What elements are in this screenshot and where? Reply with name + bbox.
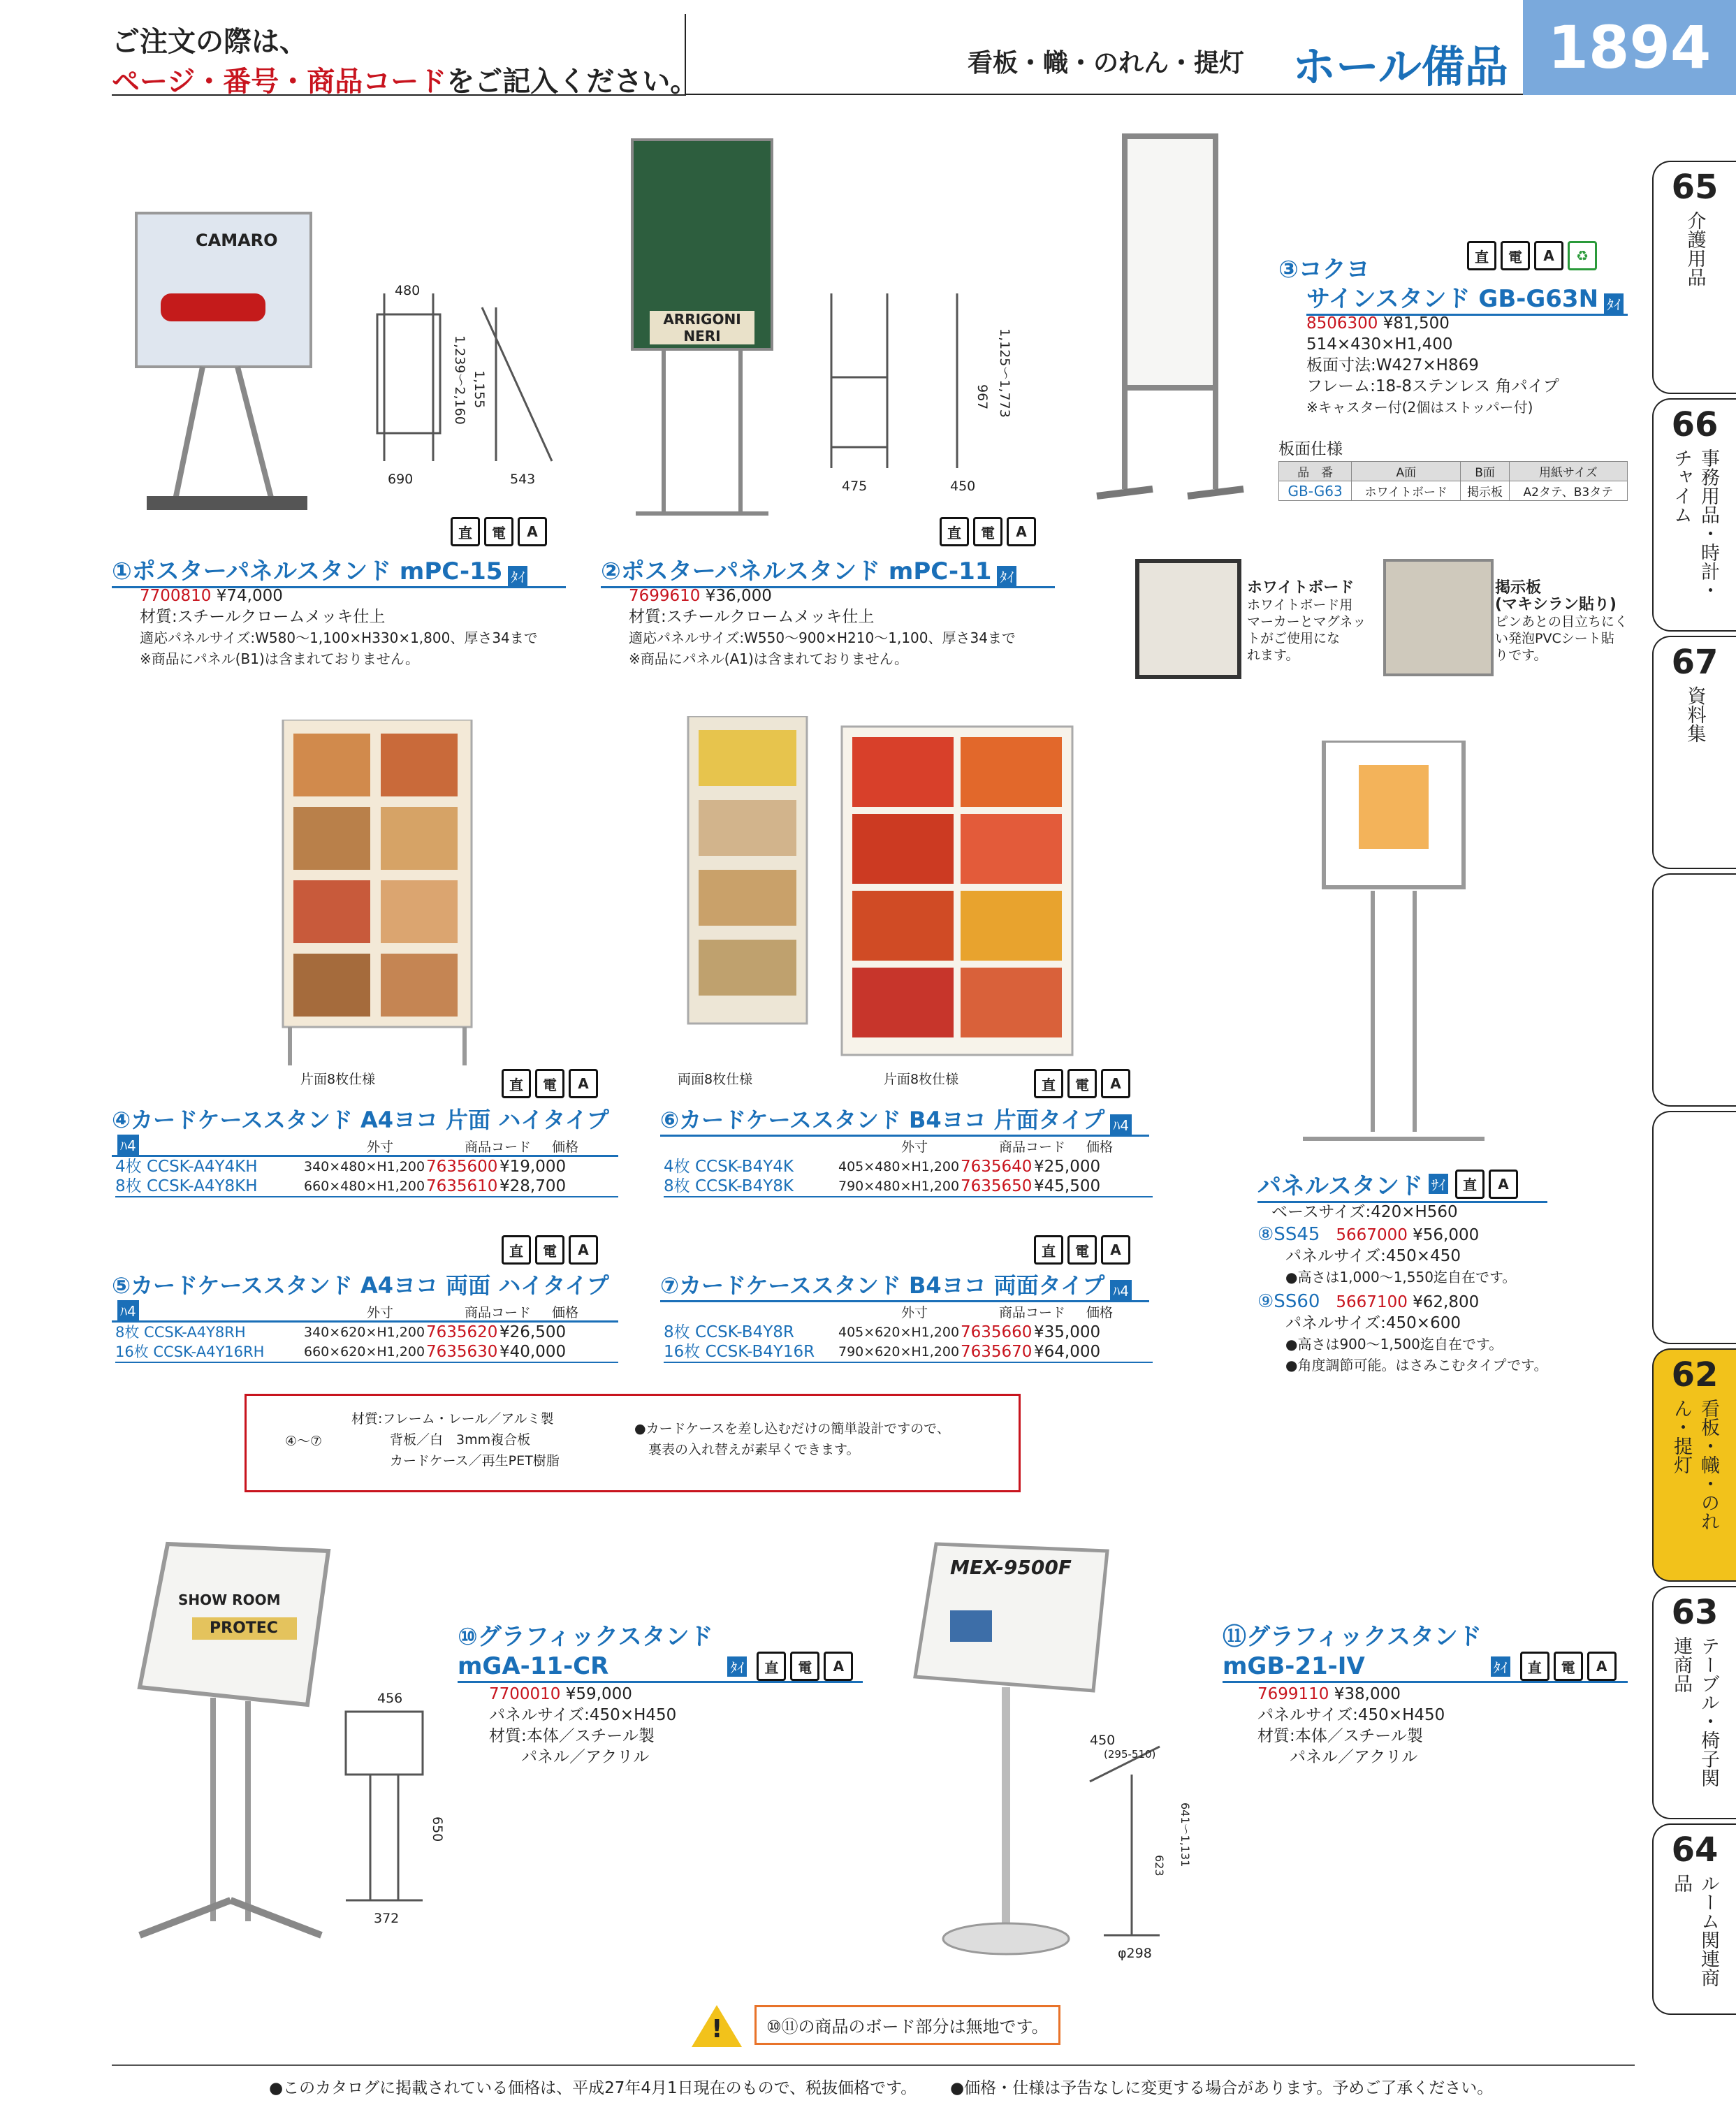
p7-header: 商品コード: [999, 1305, 1066, 1320]
product7-title-row: [660, 1268, 1149, 1302]
wb-line: ホワイトボード用: [1247, 597, 1353, 613]
product10-badge: ﾀｲ: [727, 1656, 747, 1677]
p1-dim-height2: 1,155: [472, 370, 487, 409]
spec-header: 品 番: [1279, 462, 1352, 481]
product2-line: ※商品にパネル(A1)は含まれておりません。: [629, 650, 908, 667]
store-icon: 直: [502, 1235, 531, 1265]
p5-header: 価格: [552, 1305, 579, 1320]
p7-code: 7635670: [961, 1343, 1033, 1361]
sign-stand-drawing: [1090, 133, 1250, 524]
pb-sub: (マキシラン貼り): [1495, 596, 1617, 613]
product10-code: 7700010: [489, 1685, 561, 1703]
card-case-stand-a4: [276, 720, 475, 1069]
tab-67-label: 資料集: [1684, 686, 1706, 743]
p6-price: ¥25,000: [1034, 1158, 1101, 1176]
p1-dim-depth: 543: [510, 472, 536, 487]
product11-info: [1257, 1684, 1445, 1768]
p5-header: 商品コード: [465, 1305, 532, 1320]
product11-diagram: [1062, 1733, 1237, 1970]
p6-price: ¥45,500: [1034, 1177, 1101, 1195]
p11-dim-base: φ298: [1118, 1946, 1152, 1961]
pb-line: ピンあとの目立ちにく: [1495, 614, 1628, 629]
poster-stand-drawing: [133, 210, 314, 531]
product3-line: フレーム:18-8ステンレス 角パイプ: [1306, 377, 1559, 395]
notice-line2-rest: をご記入ください。: [446, 66, 699, 98]
product1-badge: ﾀｲ: [508, 566, 527, 586]
p7-name: 16枚 CCSK-B4Y16R: [664, 1343, 815, 1361]
product11-title1: ⑪グラフィックスタンド: [1223, 1623, 1482, 1651]
product11-dimension-drawing: [1062, 1733, 1237, 1970]
product3-title-row: [1306, 279, 1628, 316]
store-icon: 直: [502, 1069, 531, 1098]
p4-header: 価格: [552, 1139, 579, 1155]
p10-dim-width: 456: [377, 1691, 403, 1706]
spec-cell: 掲示板: [1461, 481, 1509, 501]
note-mat2: 背板／白 3mm複合板: [390, 1432, 531, 1448]
product1-title: ①ポスターパネルスタンド mPC-15: [112, 558, 503, 585]
p7-header: 外寸: [901, 1305, 928, 1320]
whiteboard-photo: [1135, 559, 1241, 679]
product10-title2: mGA-11-CR: [458, 1652, 609, 1680]
footer-rule: [112, 2064, 1635, 2066]
product6-title-row: [660, 1102, 1149, 1137]
product1-icons: [451, 517, 547, 546]
product1-info: [140, 585, 538, 669]
size-icon: A: [824, 1652, 853, 1681]
store-icon: 直: [451, 517, 480, 546]
product10-price: ¥59,000: [565, 1685, 632, 1703]
tab-65-label: 介護用品: [1684, 211, 1706, 286]
green-mark-icon: ♻: [1568, 241, 1597, 270]
card-case-stand-b4: [681, 716, 1086, 1079]
p11-dim-range: (295-510): [1104, 1748, 1156, 1761]
p2-dim-height2: 1,125〜1,773: [997, 328, 1012, 418]
product1-photo-title: CAMARO: [196, 231, 278, 250]
product1-line: ※商品にパネル(B1)は含まれておりません。: [140, 650, 420, 667]
product11-code: 7699110: [1257, 1685, 1329, 1703]
panel-item-ss45: [1257, 1224, 1516, 1288]
table-row: [664, 1342, 1153, 1363]
p5-size: 340×620×H1,200: [304, 1325, 425, 1340]
pinboard-note: [1495, 580, 1628, 664]
ss60-line: ●角度調節可能。はさみこむタイプです。: [1285, 1357, 1548, 1374]
product1-diagram: [356, 279, 566, 489]
product10-photo: [126, 1537, 335, 1956]
wb-line: れます。: [1247, 648, 1299, 663]
size-icon: A: [1534, 241, 1563, 270]
p6-size: 405×480×H1,200: [838, 1159, 960, 1174]
p11-dim-width: 450: [1090, 1733, 1116, 1748]
ss60-price: ¥62,800: [1413, 1293, 1480, 1311]
product6-icons: [1034, 1069, 1130, 1098]
store-icon: 直: [757, 1652, 786, 1681]
spec-header: B面: [1461, 462, 1509, 481]
size-icon: A: [518, 517, 547, 546]
p7-size: 790×620×H1,200: [838, 1344, 960, 1360]
order-notice: [112, 14, 699, 98]
product11-line: 材質:本体／スチール製: [1257, 1727, 1423, 1745]
tab-blank-2: [1652, 1111, 1736, 1344]
p11-dim-height: 623: [1153, 1855, 1166, 1877]
p4-price: ¥28,700: [499, 1177, 567, 1195]
ss45-code: 5667000: [1336, 1226, 1408, 1244]
spec-cell: GB-G63: [1279, 481, 1352, 501]
tab-67-num: 67: [1671, 643, 1719, 682]
product3-price: ¥81,500: [1383, 314, 1450, 333]
note-mat3: カードケース／再生PET樹脂: [390, 1453, 560, 1469]
p2-dim-width: 475: [842, 479, 868, 494]
product4-title: ④カードケーススタンド A4ヨコ 片面 ハイタイプ: [112, 1107, 609, 1133]
store-icon: 直: [1520, 1652, 1549, 1681]
tab-65[interactable]: [1652, 161, 1736, 394]
spec-cell: ホワイトボード: [1352, 481, 1461, 501]
product7-title: ⑦カードケーススタンド B4ヨコ 両面タイプ: [660, 1272, 1105, 1299]
product4-photo: [276, 720, 475, 1069]
product2-icons: [940, 517, 1036, 546]
product7-icons: [1034, 1235, 1130, 1265]
panel-icons: [1455, 1170, 1518, 1199]
spec-table: [1278, 461, 1628, 501]
product5-icons: [502, 1235, 598, 1265]
panel-title-row: [1257, 1167, 1547, 1203]
p7-code: 7635660: [961, 1323, 1033, 1341]
ss45-line: ●高さは1,000〜1,550迄自在です。: [1285, 1269, 1517, 1285]
note-range: ④〜⑦: [285, 1434, 323, 1449]
header: [0, 0, 1736, 98]
p4-header: 商品コード: [465, 1139, 532, 1155]
tab-63-num: 63: [1671, 1593, 1719, 1632]
whiteboard-note: [1247, 580, 1366, 664]
phone-icon: 電: [1067, 1235, 1097, 1265]
product3-code: 8506300: [1306, 314, 1378, 333]
product10-info: [489, 1684, 676, 1768]
product4-table: [115, 1137, 618, 1197]
product3-badge: ﾀｲ: [1604, 293, 1624, 314]
product2-photo: [629, 136, 775, 527]
wb-line: マーカーとマグネッ: [1247, 614, 1366, 629]
product3-photo: [1090, 133, 1250, 524]
p4-code: 7635600: [426, 1158, 498, 1176]
product1-photo: [133, 210, 314, 531]
p6-size: 790×480×H1,200: [838, 1179, 960, 1194]
table-row: [664, 1323, 1153, 1342]
product6-table: [664, 1137, 1153, 1197]
product2-photo-title: ARRIGONI NERI: [650, 311, 754, 344]
tab-62-label: 看板・幟・のれん・提灯: [1670, 1399, 1719, 1531]
tab-65-num: 65: [1671, 168, 1719, 207]
size-icon: A: [569, 1069, 598, 1098]
p10-dim-height: 650: [430, 1816, 445, 1842]
product2-badge: ﾀｲ: [997, 566, 1016, 586]
panel-stand-drawing: [1296, 741, 1491, 1160]
note-text2: 裏表の入れ替えが素早くできます。: [648, 1442, 860, 1457]
p7-price: ¥64,000: [1034, 1343, 1101, 1361]
p4-size: 340×480×H1,200: [304, 1159, 425, 1174]
table-row: [115, 1177, 618, 1197]
tab-63[interactable]: [1652, 1586, 1736, 1819]
product11-photo-title: MEX-9500F: [950, 1556, 1072, 1579]
spec-header: A面: [1352, 462, 1461, 481]
tab-62[interactable]: [1652, 1348, 1736, 1582]
ss60-line: ●高さは900〜1,500迄自在です。: [1285, 1336, 1503, 1353]
phone-icon: 電: [484, 517, 513, 546]
product5-title: ⑤カードケーススタンド A4ヨコ 両面 ハイタイプ: [112, 1272, 609, 1299]
size-icon: A: [1489, 1170, 1518, 1199]
product4-caption: 片面8枚仕様: [300, 1072, 376, 1087]
notice-line2-red: ページ・番号・商品コード: [112, 66, 447, 98]
product11-price: ¥38,000: [1334, 1685, 1401, 1703]
store-icon: 直: [940, 517, 969, 546]
product10-title1: ⑩グラフィックスタンド: [458, 1623, 713, 1651]
size-icon: A: [569, 1235, 598, 1265]
p6-header: 価格: [1086, 1139, 1114, 1155]
product6-title: ⑥カードケーススタンド B4ヨコ 片面タイプ: [660, 1107, 1105, 1133]
panel-stand-photo: [1296, 741, 1491, 1160]
product6-caption-left: 両面8枚仕様: [678, 1072, 753, 1087]
panel-item-ss60: [1257, 1291, 1547, 1376]
pb-title: 掲示板: [1495, 579, 1542, 597]
product4-badge: ﾊ4: [117, 1135, 139, 1155]
tab-blank-1: [1652, 873, 1736, 1107]
p4-name: 4枚 CCSK-A4Y4KH: [115, 1158, 258, 1176]
product5-badge: ﾊ4: [117, 1300, 139, 1320]
p11-dim-height2: 641〜1,131: [1179, 1802, 1192, 1867]
p4-price: ¥19,000: [499, 1158, 567, 1176]
p7-header: 価格: [1086, 1305, 1114, 1320]
p5-price: ¥26,500: [499, 1323, 567, 1341]
size-icon: A: [1101, 1069, 1130, 1098]
ss60-name: ⑨SS60: [1257, 1291, 1320, 1312]
p2-dim-depth: 450: [950, 479, 976, 494]
p7-price: ¥35,000: [1034, 1323, 1101, 1341]
warning-icon: !: [692, 2005, 742, 2047]
store-icon: 直: [1034, 1235, 1063, 1265]
wb-title: ホワイトボード: [1247, 579, 1355, 597]
p4-name: 8枚 CCSK-A4Y8KH: [115, 1177, 258, 1195]
ss60-code: 5667100: [1336, 1293, 1408, 1311]
table-row: [115, 1157, 618, 1177]
table-row: [664, 1177, 1153, 1197]
ss45-name: ⑧SS45: [1257, 1224, 1320, 1245]
product2-title: ②ポスターパネルスタンド mPC-11: [601, 558, 992, 585]
product6-caption-right: 片面8枚仕様: [884, 1072, 959, 1087]
tab-67[interactable]: [1652, 636, 1736, 869]
product5-table: [115, 1303, 618, 1363]
p6-code: 7635650: [961, 1177, 1033, 1195]
tab-64-label: ルーム関連商品: [1670, 1874, 1719, 1987]
p1-dim-height: 1,239〜2,160: [452, 335, 467, 425]
note-text1: ●カードケースを差し込むだけの簡単設計ですので、: [634, 1421, 950, 1436]
product2-price: ¥36,000: [705, 587, 772, 605]
product6-photo: [681, 716, 1086, 1079]
note-mat1: 材質:フレーム・レール／アルミ製: [351, 1411, 554, 1427]
p2-dim-height: 967: [975, 384, 990, 410]
product2-line: 適応パネルサイズ:W550〜900×H210〜1,100、厚さ34まで: [629, 629, 1016, 646]
p5-size: 660×620×H1,200: [304, 1344, 425, 1360]
product1-code: 7700810: [140, 587, 212, 605]
product7-table: [664, 1303, 1153, 1363]
product1-title-row: [112, 552, 566, 588]
product11-icons: [1520, 1652, 1617, 1681]
tab-63-label: テーブル・椅子関連商品: [1670, 1636, 1719, 1787]
phone-icon: 電: [1501, 241, 1530, 270]
header-category: 看板・幟・のれん・提灯: [968, 49, 1245, 78]
product11-line: パネルサイズ:450×H450: [1257, 1706, 1445, 1724]
p6-header: 外寸: [901, 1139, 928, 1155]
phone-icon: 電: [535, 1069, 564, 1098]
p5-code: 7635630: [426, 1343, 498, 1361]
pb-line: りです。: [1495, 648, 1547, 663]
product10-diagram: [339, 1691, 465, 1935]
product10-line: 材質:本体／スチール製: [489, 1727, 655, 1745]
pb-line: い発泡PVCシート貼: [1495, 631, 1614, 646]
table-row: [115, 1342, 618, 1363]
size-icon: A: [1101, 1235, 1130, 1265]
panel-base: ベースサイズ:420×H560: [1271, 1203, 1458, 1221]
tab-64-num: 64: [1671, 1830, 1719, 1870]
product1-line: 材質:スチールクロームメッキ仕上: [140, 608, 386, 626]
p6-name: 8枚 CCSK-B4Y8K: [664, 1177, 794, 1195]
product1-price: ¥74,000: [216, 587, 283, 605]
tab-62-num: 62: [1671, 1355, 1719, 1394]
phone-icon: 電: [790, 1652, 819, 1681]
product2-code: 7699610: [629, 587, 701, 605]
store-icon: 直: [1467, 241, 1496, 270]
header-section: ホール備品: [1292, 41, 1508, 92]
product4-icons: [502, 1069, 598, 1098]
p4-size: 660×480×H1,200: [304, 1179, 425, 1194]
product3-line: 514×430×H1,400: [1306, 335, 1453, 354]
product10-icons: [757, 1652, 853, 1681]
product3-line: 板面寸法:W427×H869: [1306, 356, 1479, 374]
product3-icons: [1467, 241, 1597, 270]
p4-header: 外寸: [367, 1139, 394, 1155]
spec-cell: A2タテ、B3タテ: [1509, 481, 1627, 501]
notice-line1: ご注文の際は、: [112, 26, 307, 58]
spec-header: 用紙サイズ: [1509, 462, 1627, 481]
product10-photo-title: SHOW ROOM: [178, 1592, 281, 1608]
p1-dim-base: 690: [388, 472, 414, 487]
product10-title-row: [458, 1617, 863, 1683]
product3-title2: サインスタンド GB-G63N: [1306, 285, 1599, 313]
product11-badge: ﾀｲ: [1491, 1656, 1510, 1677]
p7-name: 8枚 CCSK-B4Y8R: [664, 1323, 794, 1341]
p4-code: 7635610: [426, 1177, 498, 1195]
product3-info: [1306, 313, 1559, 418]
product10-line: パネル／アクリル: [489, 1748, 650, 1766]
product2-info: [629, 585, 1016, 669]
product11-line: パネル／アクリル: [1257, 1748, 1418, 1766]
tab-66[interactable]: [1652, 398, 1736, 632]
warning-box: ⑩⑪の商品のボード部分は無地です。: [754, 2005, 1060, 2045]
material-note-box: [245, 1394, 1021, 1492]
spec-title: 板面仕様: [1278, 440, 1343, 458]
pinboard-photo: [1383, 559, 1494, 676]
ss45-price: ¥56,000: [1413, 1226, 1480, 1244]
size-icon: A: [1587, 1652, 1617, 1681]
product1-line: 適応パネルサイズ:W580〜1,100×H330×1,800、厚さ34まで: [140, 629, 538, 646]
size-icon: A: [1007, 517, 1036, 546]
product2-title-row: [601, 552, 1055, 588]
product11-title-row: [1223, 1617, 1628, 1683]
table-row: [664, 1157, 1153, 1177]
table-row: [115, 1323, 618, 1342]
product3-title1: ③コクヨ: [1278, 256, 1370, 284]
phone-icon: 電: [535, 1235, 564, 1265]
p5-header: 外寸: [367, 1305, 394, 1320]
tab-66-num: 66: [1671, 405, 1719, 444]
p5-price: ¥40,000: [499, 1343, 567, 1361]
footer-left: ●このカタログに掲載されている価格は、平成27年4月1日現在のもので、税抜価格です。: [269, 2079, 917, 2097]
phone-icon: 電: [1067, 1069, 1097, 1098]
p6-code: 7635640: [961, 1158, 1033, 1176]
p7-size: 405×620×H1,200: [838, 1325, 960, 1340]
panel-title: パネルスタンド: [1257, 1172, 1423, 1200]
store-icon: 直: [1034, 1069, 1063, 1098]
p10-dim-base: 372: [374, 1911, 400, 1926]
phone-icon: 電: [973, 517, 1002, 546]
p5-name: 8枚 CCSK-A4Y8RH: [115, 1324, 246, 1341]
p1-dim-width: 480: [395, 283, 421, 298]
page-number: 1894: [1523, 0, 1736, 95]
footer-right: ●価格・仕様は予告なしに変更する場合があります。予めご了承ください。: [950, 2079, 1494, 2097]
tab-rail: [1643, 161, 1736, 2012]
product10-photo-sub: PROTEC: [210, 1619, 278, 1637]
product11-title2: mGB-21-IV: [1223, 1652, 1365, 1680]
panel-badge: ｻｲ: [1429, 1174, 1448, 1194]
p5-code: 7635620: [426, 1323, 498, 1341]
tab-66-label: 事務用品・時計・チャイム: [1670, 449, 1719, 599]
product3-line: ※キャスター付(2個はストッパー付): [1306, 399, 1533, 416]
wb-line: トがご使用にな: [1247, 631, 1341, 646]
p5-name: 16枚 CCSK-A4Y16RH: [115, 1343, 265, 1360]
product7-badge: ﾊ4: [1110, 1280, 1132, 1300]
product2-diagram: [817, 279, 1027, 503]
ss60-line: パネルサイズ:450×600: [1285, 1314, 1461, 1332]
store-icon: 直: [1455, 1170, 1485, 1199]
p6-header: 商品コード: [999, 1139, 1066, 1155]
ss45-line: パネルサイズ:450×450: [1285, 1247, 1461, 1265]
phone-icon: 電: [1554, 1652, 1583, 1681]
product2-line: 材質:スチールクロームメッキ仕上: [629, 608, 875, 626]
product6-badge: ﾊ4: [1110, 1114, 1132, 1135]
product10-dimension-drawing: [339, 1691, 465, 1935]
p6-name: 4枚 CCSK-B4Y4K: [664, 1158, 794, 1176]
tab-64[interactable]: [1652, 1823, 1736, 2015]
header-rule: [685, 94, 1523, 95]
product10-line: パネルサイズ:450×H450: [489, 1706, 677, 1724]
